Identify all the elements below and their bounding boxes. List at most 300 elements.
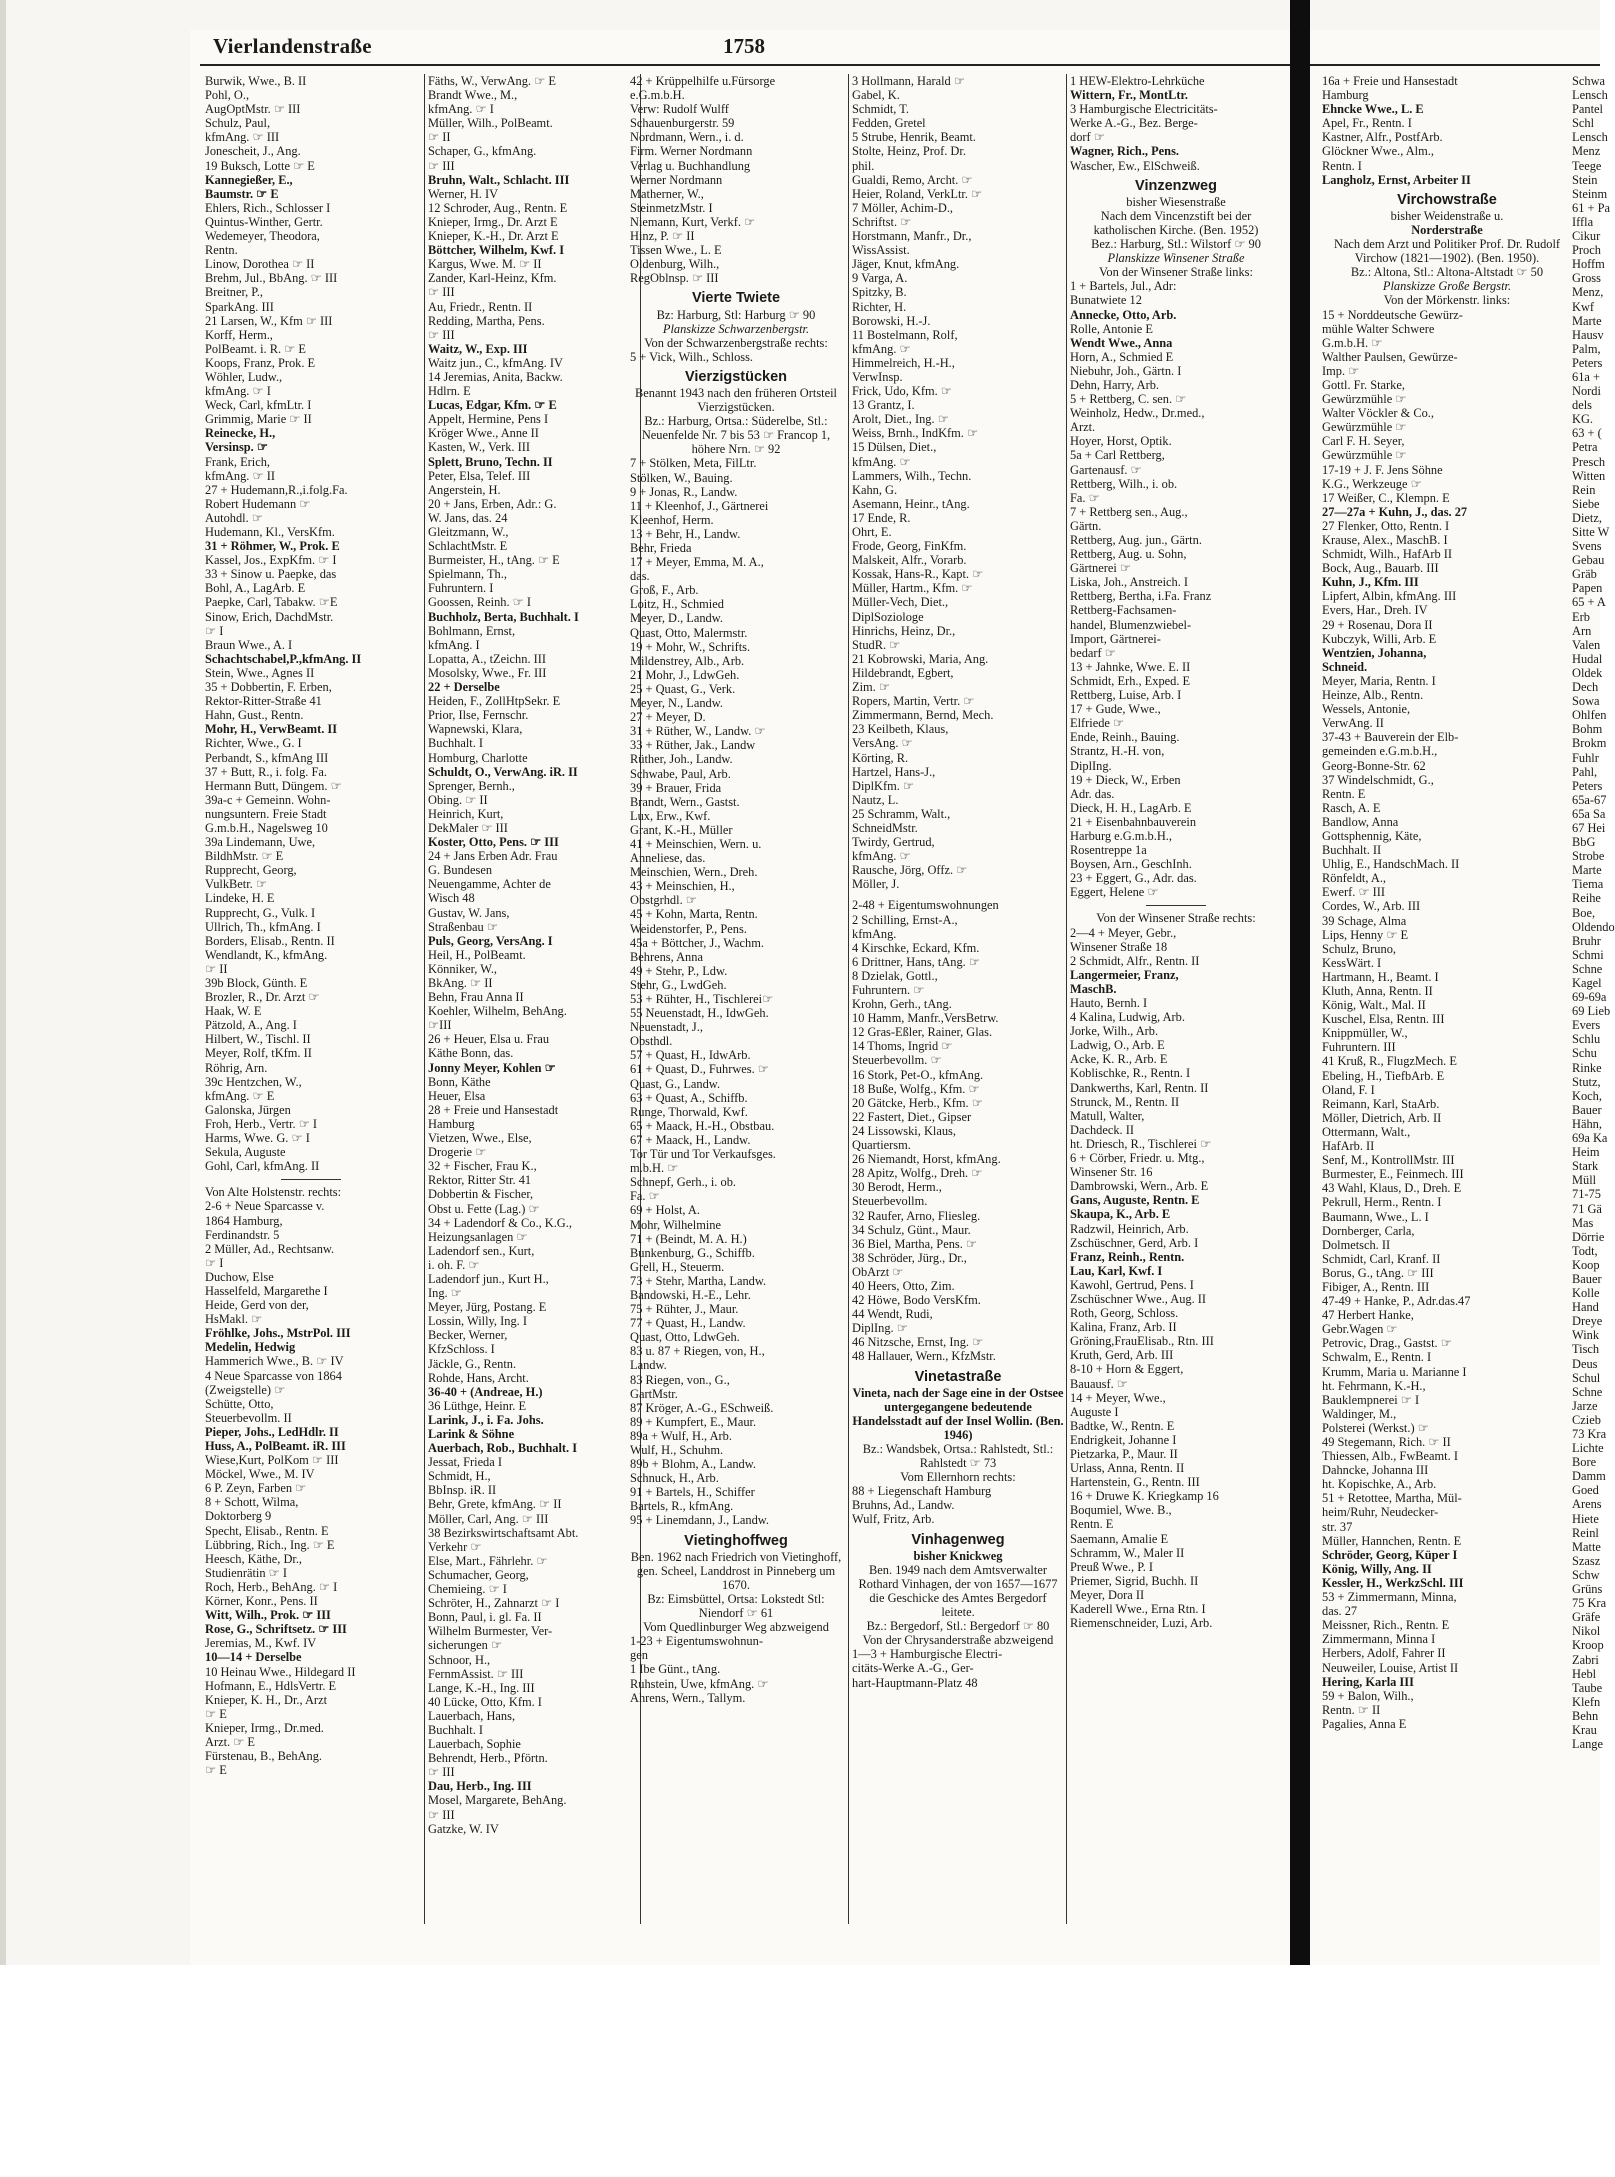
directory-entry: Bunatwiete 12 <box>1070 293 1142 308</box>
directory-entry: Cordes, W., Arb. III <box>1322 899 1421 914</box>
directory-entry: Bohlmann, Ernst, <box>428 623 516 638</box>
directory-entry: Koster, Otto, Pens. ☞ III <box>428 835 559 850</box>
directory-entry: 27—27a + Kuhn, J., das. 27 <box>1322 504 1468 519</box>
directory-entry: Dehn, Harry, Arb. <box>1070 377 1160 392</box>
right-page-fragment: Menz, <box>1572 285 1604 300</box>
directory-entry: 1-23 + Eigentumswohnun- <box>630 1634 763 1649</box>
directory-entry: Nordmann, Wern., i. d. <box>630 130 744 145</box>
right-page-fragment: Kroop <box>1572 1638 1604 1653</box>
directory-entry: Röhrig, Arn. <box>205 1060 268 1075</box>
right-page-fragment: Lensch <box>1572 88 1608 103</box>
directory-entry: Lips, Henny ☞ E <box>1322 927 1409 942</box>
directory-entry: Schulz, Bruno, <box>1322 941 1396 956</box>
right-page-fragment: 69 Lieb <box>1572 1004 1611 1019</box>
directory-entry: 11 Bostelmann, Rolf, <box>852 327 958 342</box>
directory-entry: 59 + Balon, Wilh., <box>1322 1688 1414 1703</box>
directory-entry: Schnuck, H., Arb. <box>630 1471 719 1486</box>
directory-entry: Bandlow, Anna <box>1322 814 1399 829</box>
right-page-fragment: Tisch <box>1572 1342 1600 1357</box>
directory-entry: Wagner, Rich., Pens. <box>1070 144 1179 159</box>
right-page-fragment: Reinl <box>1572 1525 1599 1540</box>
right-page-fragment: 65a Sa <box>1572 806 1606 821</box>
directory-entry: Zschüschner Wwe., Aug. II <box>1070 1291 1207 1306</box>
directory-entry: 89b + Blohm, A., Landw. <box>630 1457 756 1472</box>
directory-entry: Horn, A., Schmied E <box>1070 349 1174 364</box>
directory-entry: K.G., Werkzeuge ☞ <box>1322 476 1422 491</box>
right-page-fragment: Proch <box>1572 243 1601 258</box>
directory-entry: kfmAng. ☞ I <box>428 102 494 117</box>
right-page-fragment: Peters <box>1572 355 1603 370</box>
directory-entry: Appelt, Hermine, Pens I <box>428 412 549 427</box>
directory-entry: Heiden, F., ZollHtpSekr. E <box>428 694 561 709</box>
street-note: Bz.: Wandsbek, Ortsa.: Rahlstedt, Stl.: Rahlstedt ☞ 73 <box>862 1442 1054 1471</box>
directory-entry: Gärtn. <box>1070 518 1102 533</box>
directory-entry: kfmAng. ☞ <box>852 849 911 864</box>
directory-entry: 87 Kröger, A.-G., ESchweiß. <box>630 1400 774 1415</box>
directory-entry: 39a Lindemann, Uwe, <box>205 835 316 850</box>
directory-entry: Rentn. E <box>1070 1517 1114 1532</box>
directory-entry: HsMakl. ☞ <box>205 1312 263 1327</box>
street-note: Bz: Harburg, Stl: Harburg ☞ 90 <box>656 307 816 322</box>
directory-entry: Hilbert, W., Tischl. II <box>205 1032 311 1047</box>
right-page-fragment: Gross <box>1572 271 1601 286</box>
directory-entry: 13 + Jahnke, Wwe. E. II <box>1070 659 1191 674</box>
directory-entry: Möckel, Wwe., M. IV <box>205 1467 315 1482</box>
directory-entry: Quartiersm. <box>852 1138 911 1153</box>
directory-entry: 4 Kalina, Ludwig, Arb. <box>1070 1010 1185 1025</box>
street-header: Vierlandenstraße <box>213 34 372 58</box>
street-heading: Vinetastraße <box>914 1368 1002 1385</box>
directory-entry: Asemann, Heinr., tAng. <box>852 496 970 511</box>
directory-entry: Polsterei (Werkst.) ☞ <box>1322 1420 1429 1435</box>
right-page-fragment: Bruhr <box>1572 933 1601 948</box>
directory-entry: Borus, G., tAng. ☞ III <box>1322 1265 1434 1280</box>
directory-entry: Gröning,FrauElisab., Rtn. III <box>1070 1334 1214 1349</box>
directory-entry: Annecke, Otto, Arb. <box>1070 307 1177 322</box>
directory-entry: Waitz, W., Exp. III <box>428 341 528 356</box>
directory-entry: Froh, Herb., Vertr. ☞ I <box>205 1116 318 1131</box>
directory-column-5 <box>1070 74 1282 1944</box>
street-note: Von der Schwarzenbergstraße rechts: <box>644 335 828 350</box>
directory-entry: Kassel, Jos., ExpKfm. ☞ I <box>205 553 337 568</box>
directory-entry: kfmAng. ☞ E <box>205 1088 275 1103</box>
right-page-fragment: Sowa <box>1572 694 1600 709</box>
directory-entry: kfmAng. ☞ III <box>205 130 280 145</box>
directory-entry: 39a-c + Gemeinn. Wohn- <box>205 792 331 807</box>
directory-entry: Huss, A., PolBeamt. iR. III <box>205 1439 346 1453</box>
directory-entry: Becker, Werner, <box>428 1328 508 1343</box>
directory-entry: König, Walt., Mal. II <box>1322 998 1426 1013</box>
directory-entry: Fa. ☞ <box>630 1189 660 1204</box>
directory-entry: Niebuhr, Joh., Gärtn. I <box>1070 363 1182 378</box>
directory-entry: ☞ III <box>428 327 455 342</box>
directory-entry: 71 + (Beindt, M. A. H.) <box>630 1231 747 1246</box>
directory-entry: Arzt. <box>1070 420 1096 435</box>
directory-entry: 17 + Meyer, Emma, M. A., <box>630 555 764 570</box>
directory-entry: Bandowski, H.-E., Lehr. <box>630 1287 751 1302</box>
right-page-fragment: Bauer <box>1572 1271 1602 1286</box>
directory-entry: Import, Gärtnerei- <box>1070 631 1161 646</box>
directory-entry: Wiese,Kurt, PolKom ☞ III <box>205 1453 339 1468</box>
directory-entry: Fuhruntern. III <box>1322 1040 1396 1055</box>
directory-entry: Gleitzmann, W., <box>428 525 509 539</box>
directory-entry: 19 + Mohr, W., Schrifts. <box>630 639 751 654</box>
directory-entry: VerwInsp. <box>852 369 903 384</box>
directory-entry: Rettberg, Aug. jun., Gärtn. <box>1070 533 1202 547</box>
directory-entry: Möller, Carl, Ang. ☞ III <box>428 1511 549 1526</box>
directory-entry: 24 Lissowski, Klaus, <box>852 1123 956 1138</box>
directory-entry: Rupprecht, Georg, <box>205 863 297 878</box>
directory-entry: Meyer, Maria, Rentn. I <box>1322 673 1436 688</box>
directory-entry: Wentzien, Johanna, <box>1322 645 1427 660</box>
directory-entry: Fa. ☞ <box>1070 490 1100 505</box>
directory-column-4 <box>852 74 1064 1944</box>
directory-entry: Gärtnerei ☞ <box>1070 561 1131 576</box>
book-gutter <box>1290 0 1310 1965</box>
directory-entry: Rentn. I <box>1322 158 1362 173</box>
directory-entry: Rasch, A. E <box>1322 800 1381 815</box>
directory-entry: Rettberg, Aug. u. Sohn, <box>1070 547 1187 562</box>
directory-entry: 8 Dzielak, Gottl., <box>852 968 938 983</box>
directory-entry: Bohl, A., LagArb. E <box>205 581 306 596</box>
directory-entry: Heuer, Elsa <box>428 1088 486 1103</box>
directory-entry: Schaper, G., kfmAng. <box>428 144 537 159</box>
directory-entry: 11 + Kleenhof, J., Gärtnerei <box>630 498 769 513</box>
directory-entry: Pagalies, Anna E <box>1322 1716 1407 1731</box>
directory-entry: Obsthdl. <box>630 1034 673 1049</box>
directory-entry: Prior, Ilse, Fernschr. <box>428 708 529 723</box>
directory-entry: Wapnewski, Klara, <box>428 722 523 737</box>
directory-entry: Rupprecht, G., Vulk. I <box>205 905 316 920</box>
right-page-fragment: Papen <box>1572 581 1603 596</box>
right-page-fragment: Dietz, <box>1572 510 1602 525</box>
directory-entry: Dieck, H. H., LagArb. E <box>1070 800 1192 815</box>
right-page-fragment: Nikol <box>1572 1624 1601 1639</box>
street-heading: Vinhagenweg <box>911 1531 1005 1548</box>
directory-entry: Radzwil, Heinrich, Arb. <box>1070 1221 1189 1236</box>
right-page-fragment: Schw <box>1572 1567 1600 1582</box>
directory-entry: Dachdeck. II <box>1070 1122 1134 1137</box>
directory-entry: 21 Larsen, W., Kfm ☞ III <box>205 313 333 328</box>
directory-entry: Harburg e.G.m.b.H., <box>1070 828 1172 843</box>
directory-entry: Korff, Herm., <box>205 327 273 342</box>
directory-entry: Auguste I <box>1070 1404 1119 1419</box>
directory-entry: Behr, Grete, kfmAng. ☞ II <box>428 1497 562 1512</box>
directory-entry: 5 + Rettberg, C. sen. ☞ <box>1070 392 1187 407</box>
directory-entry: Schneid. <box>1322 659 1368 674</box>
right-page-fragment: Menz <box>1572 144 1601 159</box>
directory-entry: Wulf, Fritz, Arb. <box>852 1512 935 1527</box>
directory-entry: Buchholz, Berta, Buchhalt. I <box>428 609 579 624</box>
directory-entry: Wessels, Antonie, <box>1322 702 1411 717</box>
directory-entry: Gewürzmühle ☞ <box>1322 392 1407 407</box>
directory-entry: Matherner, W., <box>630 186 704 201</box>
directory-entry: 6 Drittner, Hans, tAng. ☞ <box>852 954 980 969</box>
directory-entry: Schröter, H., Zahnarzt ☞ I <box>428 1596 560 1611</box>
directory-entry: Oldenburg, Wilh., <box>630 257 720 272</box>
right-page-fragment: Cikur <box>1572 229 1601 244</box>
directory-entry: Haak, W. E <box>205 1004 262 1019</box>
right-page-fragment: 63 + ( <box>1572 426 1602 441</box>
directory-entry: Neuweiler, Louise, Artist II <box>1322 1660 1459 1675</box>
directory-entry: Waitz jun., C., kfmAng. IV <box>428 355 563 370</box>
directory-entry: Koblischke, R., Rentn. I <box>1070 1066 1191 1081</box>
directory-entry: Werke A.-G., Bez. Berge- <box>1070 116 1198 131</box>
directory-entry: Stolte, Heinz, Prof. Dr. <box>852 144 966 159</box>
directory-entry: Bauklempnerei ☞ I <box>1322 1392 1420 1407</box>
directory-entry: Hammerich Wwe., B. ☞ IV <box>205 1354 344 1369</box>
directory-entry: Jäckle, G., Rentn. <box>428 1356 517 1371</box>
directory-entry: Witt, Wilh., Prok. ☞ III <box>205 1608 331 1623</box>
directory-entry: 25 Schramm, Walt., <box>852 806 951 821</box>
directory-entry: 12 Gras-Eßler, Rainer, Glas. <box>852 1025 993 1040</box>
directory-entry: 51 + Retottee, Martha, Mül- <box>1322 1491 1462 1506</box>
directory-entry: 42 Höwe, Bodo VersKfm. <box>852 1293 981 1308</box>
directory-entry: Homburg, Charlotte <box>428 750 528 765</box>
directory-entry: RegOblnsp. ☞ III <box>630 271 719 286</box>
right-page-fragment: Hoffm <box>1572 257 1605 272</box>
directory-entry: Gartenausf. ☞ <box>1070 462 1142 477</box>
right-page-fragment: Gräb <box>1572 567 1597 582</box>
directory-entry: Behrens, Anna <box>630 949 703 964</box>
directory-entry: Kleenhof, Herm. <box>630 512 714 527</box>
directory-entry: Gualdi, Remo, Archt. ☞ <box>852 172 973 187</box>
directory-entry: Roth, Georg, Schloss. <box>1070 1306 1179 1321</box>
directory-entry: Goossen, Reinh. ☞ I <box>428 595 531 610</box>
directory-entry: Buchhalt. II <box>1322 843 1382 858</box>
directory-entry: Grimmig, Marie ☞ II <box>205 412 312 427</box>
directory-entry: Steuerbevollm. II <box>205 1410 292 1425</box>
right-page-fragment: 69a Ka <box>1572 1131 1608 1146</box>
directory-entry: Rönfeldt, A., <box>1322 871 1387 886</box>
directory-entry: Jorke, Wilh., Arb. <box>1070 1024 1159 1039</box>
right-page-fragment: Dreye <box>1572 1314 1603 1329</box>
directory-entry: Dambrowski, Wern., Arb. E <box>1070 1179 1209 1194</box>
directory-entry: Kannegießer, E., <box>205 172 293 187</box>
directory-entry: Lipfert, Albin, kfmAng. III <box>1322 589 1457 604</box>
directory-entry: nungsuntern. Freie Stadt <box>205 806 327 821</box>
directory-entry: Ruhstein, Uwe, kfmAng. ☞ <box>630 1676 769 1691</box>
directory-entry: Liska, Joh., Anstreich. I <box>1070 575 1189 590</box>
directory-entry: 36 Biel, Martha, Pens. ☞ <box>852 1236 978 1251</box>
directory-entry: Schmidt, Wilh., HafArb II <box>1322 547 1453 562</box>
directory-entry: Auerbach, Rob., Buchhalt. I <box>428 1441 578 1456</box>
right-page-fragment: dels <box>1572 398 1592 413</box>
directory-entry: Elfriede ☞ <box>1070 716 1125 731</box>
directory-entry: Knippmüller, W., <box>1322 1026 1408 1041</box>
directory-entry: ☞ E <box>205 1706 227 1721</box>
directory-entry: Lossin, Willy, Ing. I <box>428 1314 527 1329</box>
directory-entry: Rentn. <box>205 243 238 258</box>
directory-entry: 18 Buße, Wolfg., Kfm. ☞ <box>852 1081 980 1096</box>
directory-entry: Hdlrn. E <box>428 384 471 399</box>
directory-entry: Dankwerths, Karl, Rentn. II <box>1070 1080 1209 1095</box>
directory-entry: Rettberg, Wilh., i. ob. <box>1070 476 1178 491</box>
directory-entry: Schütte, Otto, <box>205 1396 274 1411</box>
directory-entry: Matull, Walter, <box>1070 1108 1145 1123</box>
directory-entry: Groß, F., Arb. <box>630 583 699 598</box>
directory-entry: Wilhelm Burmester, Ver- <box>428 1624 553 1639</box>
directory-entry: 63 + Quast, A., Schiffb. <box>630 1090 748 1105</box>
directory-entry: Schwalm, E., Rentn. I <box>1322 1350 1432 1365</box>
right-page-fragment: 67 Hei <box>1572 820 1606 835</box>
directory-entry: 47-49 + Hanke, P., Adr.das.47 <box>1322 1294 1471 1309</box>
directory-entry: 89a + Wulf, H., Arb. <box>630 1428 732 1443</box>
right-page-fragment: Hähn, <box>1572 1116 1602 1131</box>
right-page-fragment: Zabri <box>1572 1652 1599 1667</box>
directory-column-6 <box>1322 74 1572 1944</box>
directory-entry: 3 Hamburgische Electricitäts- <box>1070 102 1218 117</box>
directory-entry: Fuhruntern. ☞ <box>852 983 925 997</box>
directory-entry: 31 + Röhmer, W., Prok. E <box>205 539 340 554</box>
directory-entry: Rentn. E <box>1322 786 1366 801</box>
directory-entry: 39 + Brauer, Frida <box>630 780 722 795</box>
directory-entry: 9 Varga, A. <box>852 271 908 286</box>
directory-entry: Schnepf, Gerh., i. ob. <box>630 1175 736 1190</box>
street-heading: Vierte Twiete <box>691 290 781 307</box>
right-page-fragment: Siebe <box>1572 496 1600 511</box>
directory-entry: Gabel, K. <box>852 88 900 103</box>
directory-entry: Waldinger, M., <box>1322 1406 1397 1421</box>
directory-entry: G.m.b.H. ☞ <box>1322 335 1383 350</box>
directory-entry: Ehlers, Rich., Schlosser I <box>205 200 331 215</box>
directory-entry: AugOptMstr. ☞ III <box>205 102 301 117</box>
directory-entry: Burmeister, H., tAng. ☞ E <box>428 553 560 568</box>
street-note: Nach dem Vincenzstift bei der katholischen Kirche. (Ben. 1952) <box>1093 208 1259 237</box>
directory-entry: Müller, Wilh., PolBeamt. <box>428 116 553 131</box>
directory-entry: Oland, F. I <box>1322 1082 1375 1097</box>
directory-entry: Fürstenau, B., BehAng. <box>205 1749 323 1764</box>
directory-entry: Schulz, Paul, <box>205 116 271 131</box>
directory-entry: G. Bundesen <box>428 863 493 878</box>
directory-entry: Meyer, Jürg, Postang. E <box>428 1300 547 1315</box>
right-page-fragment: Marte <box>1572 863 1602 878</box>
directory-entry: Straßenbau ☞ <box>428 919 498 934</box>
right-page-fragment: Peters <box>1572 778 1603 793</box>
directory-entry: Schumacher, Georg, <box>428 1567 529 1582</box>
directory-entry: 17 Ende, R. <box>852 510 911 525</box>
right-page-fragment: Iffla <box>1572 214 1594 229</box>
directory-entry: 5 + Vick, Wilh., Schloss. <box>630 349 754 364</box>
directory-entry: VersAng. ☞ <box>852 736 913 751</box>
right-page-fragment: Dörrie <box>1572 1229 1605 1244</box>
directory-entry: Hudemann, Kl., VersKfm. <box>205 525 335 539</box>
directory-entry: Richter, Wwe., G. I <box>205 736 302 751</box>
directory-entry: Obstgrhdl. ☞ <box>630 893 697 908</box>
directory-entry: Medelin, Hedwig <box>205 1340 296 1355</box>
directory-entry: Kasten, W., Verk. III <box>428 440 530 455</box>
street-note: bisher Knickweg <box>913 1548 1003 1563</box>
directory-entry: Schnoor, H., <box>428 1652 491 1667</box>
directory-entry: ☞ III <box>428 285 455 300</box>
directory-entry: Nautz, L. <box>852 792 899 807</box>
directory-entry: Mosel, Margarete, BehAng. <box>428 1793 567 1808</box>
right-page-fragment: Behn <box>1572 1708 1599 1723</box>
directory-entry: SparkAng. III <box>205 299 274 314</box>
directory-entry: VulkBetr. ☞ <box>205 877 267 892</box>
page-number: 1758 <box>723 34 765 58</box>
street-heading: Virchowstraße <box>1397 191 1497 208</box>
directory-entry: dorf ☞ <box>1070 130 1105 145</box>
section-rule <box>281 1179 341 1180</box>
directory-entry: Roch, Herb., BehAng. ☞ I <box>205 1579 338 1594</box>
directory-entry: 2 Schilling, Ernst-A., <box>852 912 958 927</box>
directory-entry: Chemieing. ☞ I <box>428 1582 507 1597</box>
directory-entry: Boqumiel, Wwe. B., <box>1070 1503 1172 1518</box>
directory-entry: König, Willy, Ang. II <box>1322 1561 1432 1576</box>
directory-entry: G.m.b.H., Nagelsweg 10 <box>205 820 328 835</box>
directory-entry: Firm. Werner Nordmann <box>630 144 753 159</box>
directory-entry: Preuß Wwe., P. I <box>1070 1559 1154 1574</box>
right-page-fragment: Grüns <box>1572 1582 1603 1597</box>
directory-entry: ☞III <box>428 1018 452 1033</box>
directory-entry: 5a + Carl Rettberg, <box>1070 448 1165 463</box>
directory-entry: SchneidMstr. <box>852 820 918 835</box>
directory-entry: Vietzen, Wwe., Else, <box>428 1131 532 1146</box>
directory-entry: 1—3 + Hamburgische Electri- <box>852 1647 1003 1662</box>
directory-entry: DiplSoziologe <box>852 609 924 624</box>
directory-entry: Müller, Hartm., Kfm. ☞ <box>852 581 973 596</box>
right-page-fragment: Mas <box>1572 1215 1594 1230</box>
directory-entry: 28 Apitz, Wolfg., Dreh. ☞ <box>852 1166 983 1181</box>
directory-entry: Gohl, Carl, kfmAng. II <box>205 1159 320 1174</box>
right-page-fragment: Hebl <box>1572 1666 1597 1681</box>
directory-entry: Ladendorf sen., Kurt, <box>428 1243 535 1258</box>
directory-entry: 25 + Quast, G., Verk. <box>630 681 736 696</box>
directory-entry: Borowski, H.-J. <box>852 313 931 328</box>
directory-entry: Lauerbach, Sophie <box>428 1737 521 1752</box>
directory-entry: Sekula, Auguste <box>205 1145 286 1160</box>
directory-entry: ObArzt ☞ <box>852 1264 904 1279</box>
directory-entry: Ropers, Martin, Vertr. ☞ <box>852 694 975 709</box>
directory-entry: Linow, Dorothea ☞ II <box>205 257 315 272</box>
directory-entry: Rettberg, Luise, Arb. I <box>1070 688 1182 703</box>
directory-entry: MaschB. <box>1070 981 1117 996</box>
directory-entry: Horstmann, Manfr., Dr., <box>852 229 972 244</box>
directory-entry: Meissner, Rich., Rentn. E <box>1322 1618 1450 1633</box>
directory-entry: Breitner, P., <box>205 285 264 300</box>
directory-entry: Werner, H. IV <box>428 186 499 201</box>
right-page-fragment: Todt, <box>1572 1243 1598 1258</box>
directory-entry: Peter, Elsa, Telef. III <box>428 468 531 483</box>
right-page-fragment: Presch <box>1572 454 1606 469</box>
directory-entry: HafArb. II <box>1322 1139 1375 1154</box>
directory-entry: Bauausf. ☞ <box>1070 1376 1128 1391</box>
directory-entry: Badtke, W., Rentn. E <box>1070 1418 1175 1433</box>
directory-entry: das. 27 <box>1322 1604 1358 1619</box>
right-page-fragment: Hudal <box>1572 651 1603 666</box>
right-page-fragment: Arn <box>1572 623 1592 638</box>
right-page-fragment: Goed <box>1572 1483 1599 1498</box>
directory-entry: 39 Schage, Alma <box>1322 913 1407 928</box>
directory-entry: 34 Schulz, Günt., Maur. <box>852 1222 971 1237</box>
directory-entry: Hamburg <box>428 1116 475 1131</box>
directory-entry: Duchow, Else <box>205 1269 274 1284</box>
right-page-fragment: 61 + Pa <box>1572 200 1610 215</box>
directory-entry: Rohde, Hans, Archt. <box>428 1370 529 1385</box>
directory-entry: gen <box>630 1648 648 1663</box>
directory-entry: 8-10 + Horn & Eggert, <box>1070 1362 1184 1377</box>
right-page-fragment: Bore <box>1572 1455 1597 1470</box>
directory-entry: Gans, Auguste, Rentn. E <box>1070 1193 1200 1208</box>
directory-entry: 36-40 + (Andreae, H.) <box>428 1384 543 1399</box>
right-page-fragment: Pantel <box>1572 102 1603 117</box>
directory-entry: 69 + Holst, A. <box>630 1203 700 1218</box>
street-note: Bz.: Bergedorf, Stl.: Bergedorf ☞ 80 <box>866 1619 1050 1634</box>
directory-entry: 34 + Ladendorf & Co., K.G., <box>428 1215 572 1230</box>
directory-entry: 20 + Jans, Erben, Adr.: G. <box>428 496 557 511</box>
directory-entry: Dau, Herb., Ing. III <box>428 1779 532 1794</box>
